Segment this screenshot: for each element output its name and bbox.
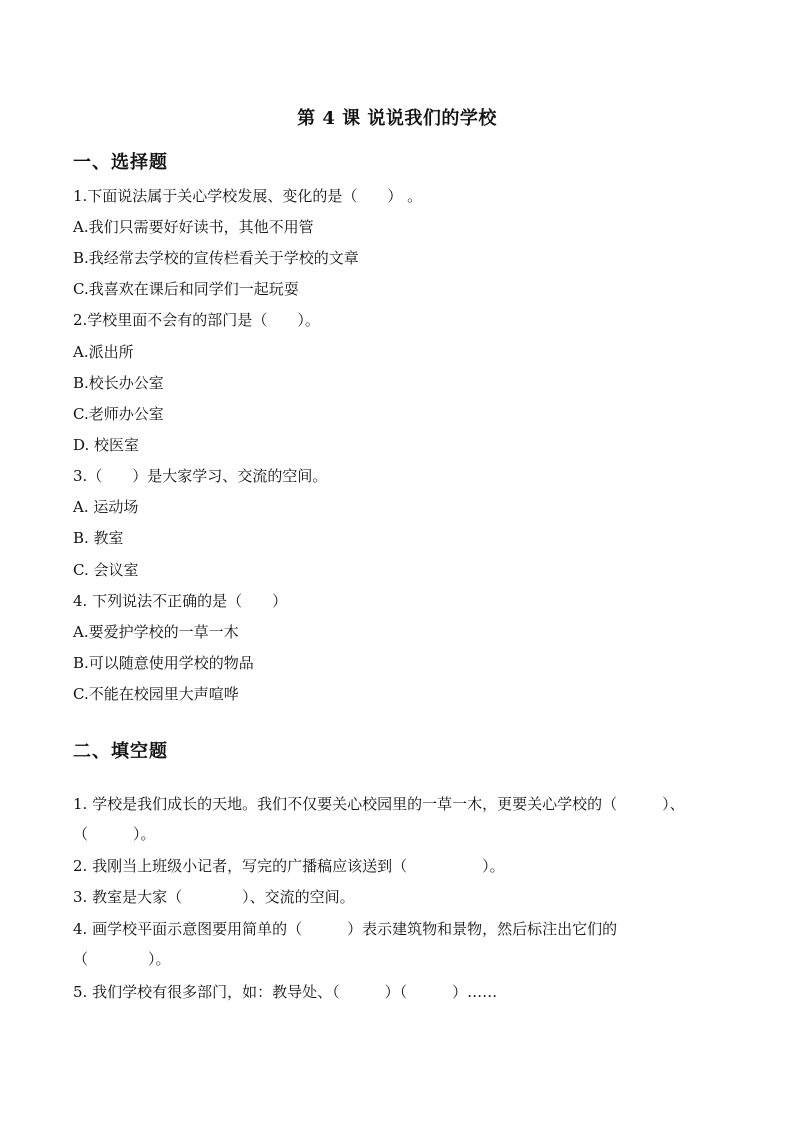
fill-question-line: 2. 我刚当上班级小记者，写完的广播稿应该送到（ ）。 [73,857,505,875]
fill-question-line: 5. 我们学校有很多部门，如：教导处、（ ）（ ）…… [73,983,498,1001]
question-line: 1.下面说法属于关心学校发展、变化的是（ ） 。 [73,187,423,205]
section-heading-choice: 一、选择题 [73,152,168,173]
fill-question-line: 3. 教室是大家（ ）、交流的空间。 [73,888,355,906]
question-line: 2.学校里面不会有的部门是（ ）。 [73,311,320,329]
question-line: 4. 下列说法不正确的是（ ） [73,592,288,610]
option-line: B. 教室 [73,529,124,547]
option-line: B.校长办公室 [73,374,164,392]
option-line: B.可以随意使用学校的物品 [73,654,254,672]
page-title: 第 4 课 说说我们的学校 [297,108,497,129]
fill-question-line: 4. 画学校平面示意图要用简单的（ ）表示建筑物和景物，然后标注出它们的 [73,920,618,938]
option-line: A.我们只需要好好读书，其他不用管 [73,218,314,236]
option-line: A. 运动场 [73,498,139,516]
option-line: C. 会议室 [73,561,139,579]
fill-question-line: 1. 学校是我们成长的天地。我们不仅要关心校园里的一草一木，更要关心学校的（ ）、 [73,795,685,813]
option-line: C.老师办公室 [73,405,164,423]
question-line: 3.（ ）是大家学习、交流的空间。 [73,467,328,485]
option-line: A.派出所 [73,343,134,361]
fill-question-line: （ ）。 [73,825,156,843]
option-line: B.我经常去学校的宣传栏看关于学校的文章 [73,249,359,267]
option-line: C.不能在校园里大声喧哗 [73,685,239,703]
option-line: C.我喜欢在课后和同学们一起玩耍 [73,280,299,298]
section-heading-fill: 二、填空题 [73,741,168,762]
fill-question-line: （ ）。 [73,950,171,968]
option-line: D. 校医室 [73,436,140,454]
option-line: A.要爱护学校的一草一木 [73,623,239,641]
